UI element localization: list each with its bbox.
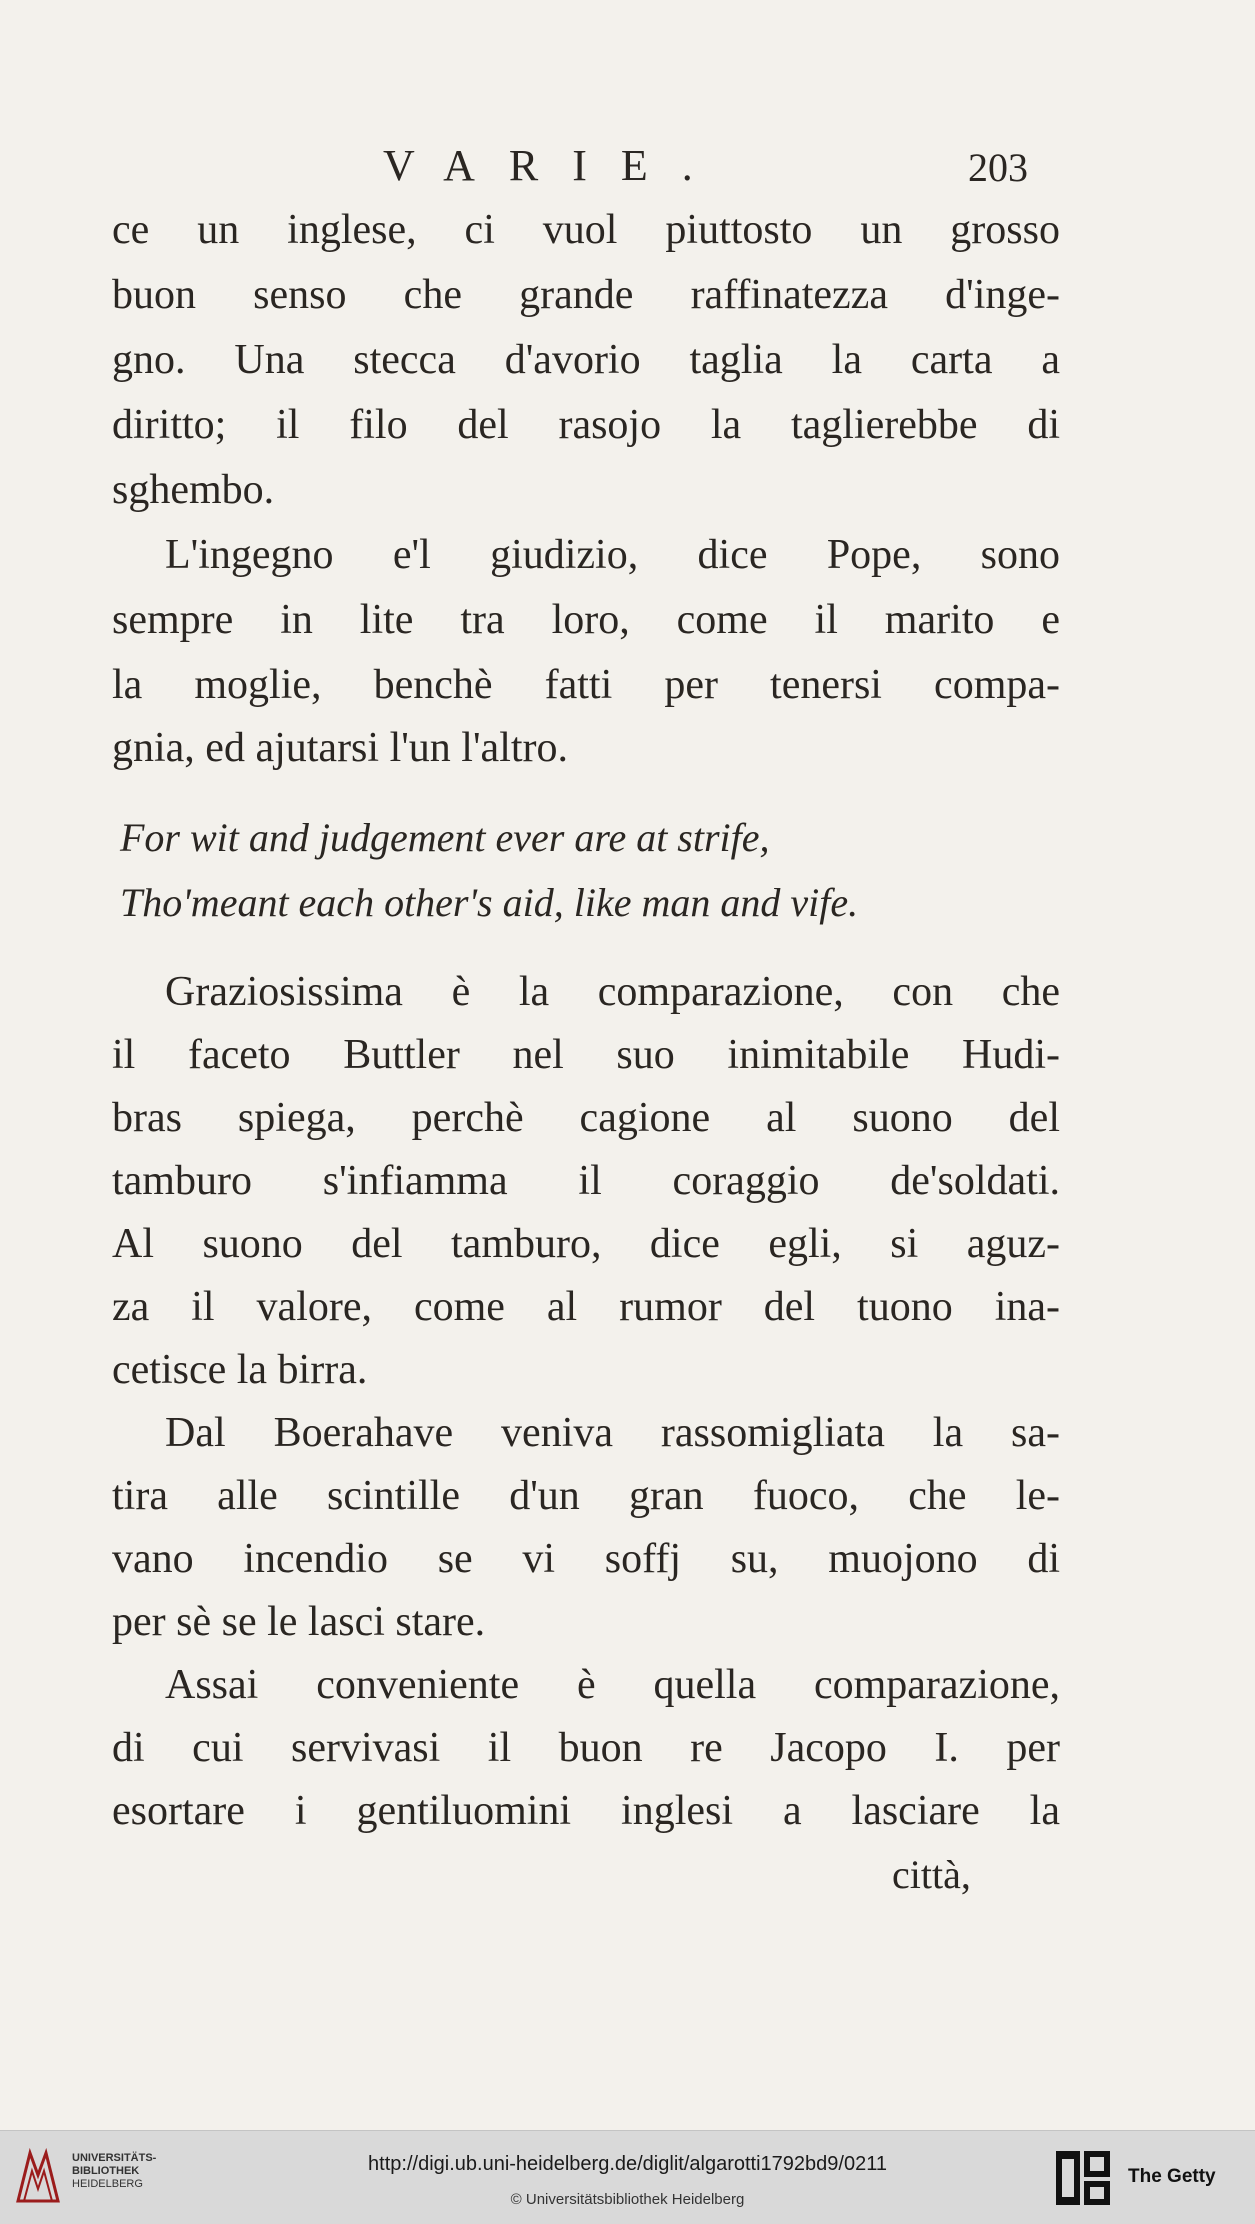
text-line: za il valore, come al rumor del tuono ina- bbox=[112, 1284, 1060, 1330]
verse-line: Tho'meant each other's aid, like man and vife. bbox=[120, 880, 859, 925]
library-name-line: HEIDELBERG bbox=[72, 2178, 143, 2190]
text-line: per sè se le lasci stare. bbox=[112, 1599, 486, 1645]
text-line: Al suono del tamburo, dice egli, si aguz- bbox=[112, 1221, 1060, 1267]
text-line: di cui servivasi il buon re Jacopo I. per bbox=[112, 1725, 1060, 1771]
text-line: Dal Boerahave veniva rassomigliata la sa- bbox=[165, 1410, 1060, 1456]
text-line: buon senso che grande raffinatezza d'inge- bbox=[112, 272, 1060, 318]
text-line: cetisce la birra. bbox=[112, 1347, 368, 1393]
catchword: città, bbox=[892, 1852, 971, 1897]
text-line: bras spiega, perchè cagione al suono del bbox=[112, 1095, 1060, 1141]
text-line: sempre in lite tra loro, come il marito e bbox=[112, 597, 1060, 643]
text-line: Graziosissima è la comparazione, con che bbox=[165, 969, 1060, 1015]
verse-line: For wit and judgement ever are at strife, bbox=[120, 815, 770, 860]
text-line: Assai conveniente è quella comparazione, bbox=[165, 1662, 1060, 1708]
text-line: ce un inglese, ci vuol piuttosto un grosso bbox=[112, 207, 1060, 253]
text-line: esortare i gentiluomini inglesi a lasciare la bbox=[112, 1788, 1060, 1834]
text-line: sghembo. bbox=[112, 467, 275, 513]
page-header bbox=[0, 140, 1255, 200]
text-line: la moglie, benchè fatti per tenersi compa- bbox=[112, 662, 1060, 708]
permalink-url[interactable]: http://digi.ub.uni-heidelberg.de/diglit/algarotti1792bd9/0211 bbox=[368, 2153, 887, 2175]
library-name-line: UNIVERSITÄTS- bbox=[72, 2152, 157, 2164]
text-line: il faceto Buttler nel suo inimitabile Hudi- bbox=[112, 1032, 1060, 1078]
library-name-line: BIBLIOTHEK bbox=[72, 2165, 140, 2177]
text-line: L'ingegno e'l giudizio, dice Pope, sono bbox=[165, 532, 1060, 578]
text-line: gno. Una stecca d'avorio taglia la carta a bbox=[112, 337, 1060, 383]
page-number: 203 bbox=[968, 145, 1028, 190]
running-title: VARIE. bbox=[383, 141, 727, 190]
viewer-footer bbox=[0, 2130, 1255, 2224]
text-line: diritto; il filo del rasojo la taglierebbe di bbox=[112, 402, 1060, 448]
text-line: tamburo s'infiamma il coraggio de'soldati. bbox=[112, 1158, 1060, 1204]
getty-name: The Getty bbox=[1128, 2166, 1216, 2187]
text-line: gnia, ed ajutarsi l'un l'altro. bbox=[112, 725, 569, 771]
text-line: vano incendio se vi soffj su, muojono di bbox=[112, 1536, 1060, 1582]
copyright-notice: © Universitätsbibliothek Heidelberg bbox=[510, 2191, 745, 2208]
text-line: tira alle scintille d'un gran fuoco, che le- bbox=[112, 1473, 1060, 1519]
getty-logo-icon bbox=[1054, 2149, 1112, 2207]
